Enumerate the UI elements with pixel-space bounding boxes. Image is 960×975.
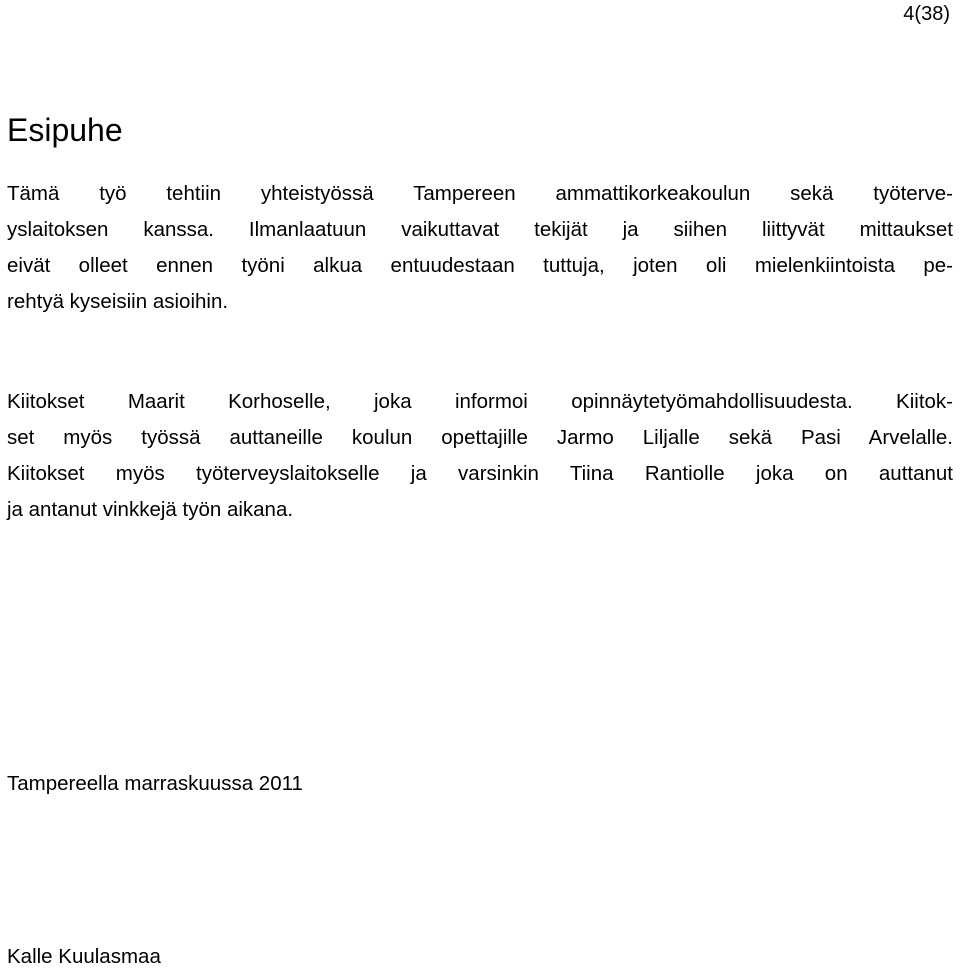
author-name: Kalle Kuulasmaa <box>7 945 161 968</box>
paragraph-line: ja antanut vinkkejä työn aikana. <box>7 498 294 521</box>
page-title: Esipuhe <box>7 112 123 148</box>
paragraph-line: eivät olleet ennen työni alkua entuudestaan tuttuja, joten oli mielenkiintoista pe- <box>7 254 953 277</box>
page-number: 4(38) <box>903 3 950 25</box>
paragraph-thanks <box>7 384 953 528</box>
paragraph-line: Tämä työ tehtiin yhteistyössä Tampereen ammattikorkeakoulun sekä työterve- <box>7 182 953 205</box>
paragraph-line: Kiitokset myös työterveyslaitokselle ja varsinkin Tiina Rantiolle joka on auttanut <box>7 462 953 485</box>
paragraph-line: Kiitokset Maarit Korhoselle, joka informoi opinnäytetyömahdollisuudesta. Kiitok- <box>7 390 953 413</box>
paragraph-intro <box>7 176 953 320</box>
paragraph-line: set myös työssä auttaneille koulun opettajille Jarmo Liljalle sekä Pasi Arvelalle. <box>7 426 953 449</box>
place-date: Tampereella marraskuussa 2011 <box>7 772 303 795</box>
paragraph-line: rehtyä kyseisiin asioihin. <box>7 290 229 313</box>
paragraph-line: yslaitoksen kanssa. Ilmanlaatuun vaikuttavat tekijät ja siihen liittyvät mittaukset <box>7 218 953 241</box>
